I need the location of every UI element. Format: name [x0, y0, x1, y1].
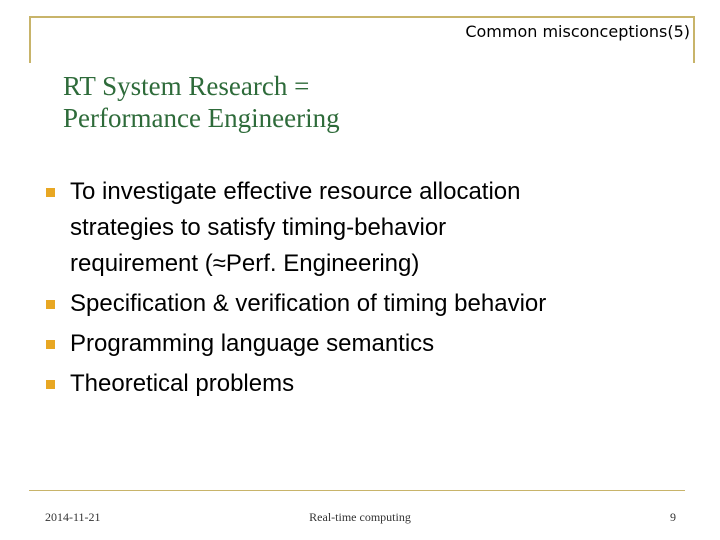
bullet-line: requirement (≈Perf. Engineering)	[70, 250, 420, 277]
bullet-line: strategies to satisfy timing-behavior	[70, 214, 447, 241]
page-number: 9	[670, 510, 676, 524]
bullet-text	[70, 366, 684, 402]
frame-top-rule	[29, 16, 695, 18]
bullet-item	[44, 174, 684, 282]
bullet-line: Theoretical problems	[70, 370, 295, 397]
frame-right-rule	[693, 16, 695, 63]
bullet-text	[70, 326, 684, 362]
bullet-line: Specification & verification of timing behavior	[70, 290, 547, 317]
footer-date: 2014-11-21	[45, 510, 101, 524]
section-label: Common misconceptions(5)	[465, 22, 690, 41]
bullet-text	[70, 174, 684, 282]
bullet-list	[44, 174, 684, 406]
bullet-text	[70, 286, 684, 322]
footer-title: Real-time computing	[309, 510, 411, 524]
square-bullet-icon	[46, 340, 55, 349]
slide-title-line-2: Performance Engineering	[63, 103, 340, 133]
bullet-item	[44, 326, 684, 362]
bullet-line: To investigate effective resource allocation	[70, 178, 521, 205]
square-bullet-icon	[46, 300, 55, 309]
bullet-item	[44, 286, 684, 322]
square-bullet-icon	[46, 188, 55, 197]
square-bullet-icon	[46, 380, 55, 389]
frame-left-rule	[29, 16, 31, 63]
bullet-item	[44, 366, 684, 402]
slide-title	[63, 70, 340, 134]
frame-bottom-rule	[29, 490, 685, 491]
slide-title-line-1: RT System Research =	[63, 71, 310, 101]
bullet-line: Programming language semantics	[70, 330, 435, 357]
